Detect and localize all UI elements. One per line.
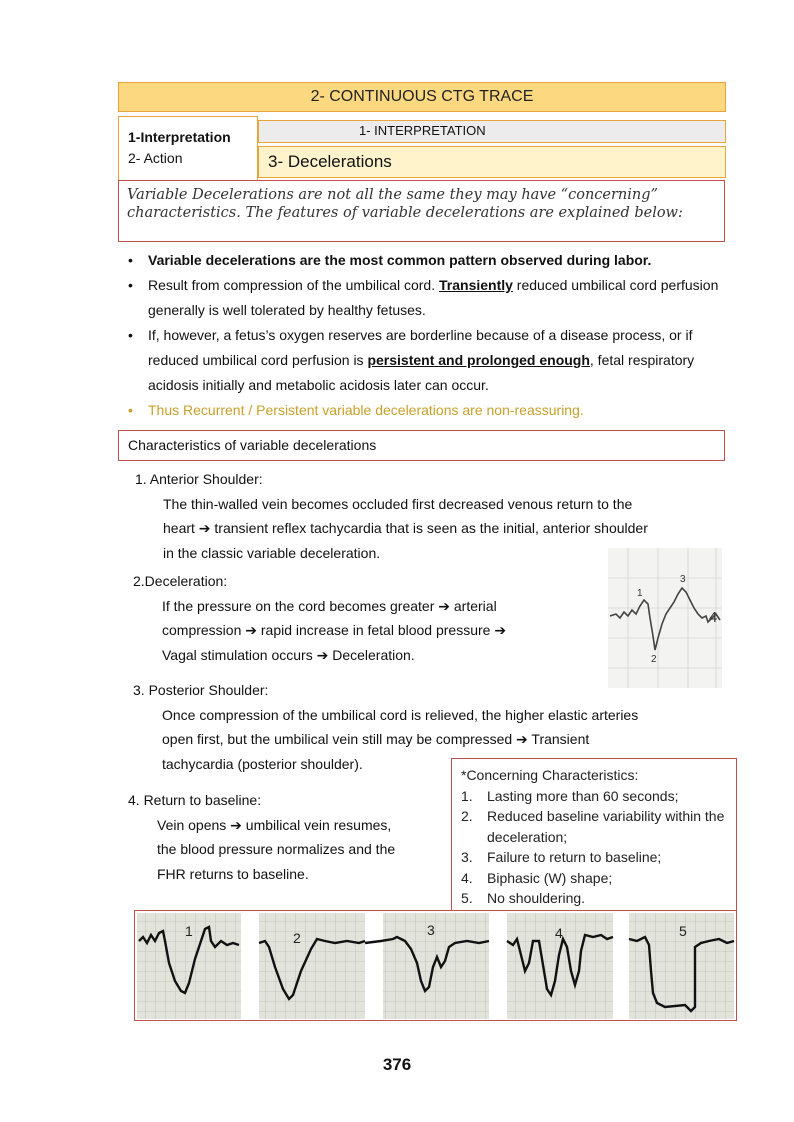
list-item: [461, 806, 728, 847]
return-baseline-line: the blood pressure normalizes and the: [157, 841, 396, 857]
list-item: [126, 273, 726, 323]
bullet-text: If, however, a fetus’s oxygen reserves are borderline because of a disease process, or if reduced umbilical cord perfusion is: [148, 327, 693, 368]
bullet-text: , fetal respiratory acidosis initially and metabolic acidosis later can occur.: [148, 352, 695, 393]
list-item: [126, 248, 726, 273]
subsection-bar: 1- INTERPRETATION: [258, 120, 726, 143]
strip-label: 3: [427, 922, 435, 938]
emphasis-text: persistent and prolonged enough: [367, 352, 590, 368]
posterior-shoulder-line: tachycardia (posterior shoulder).: [162, 756, 363, 772]
anterior-shoulder-line: The thin-walled vein becomes occluded first decreased venous return to the: [163, 496, 633, 512]
return-baseline-title: 4. Return to baseline:: [128, 792, 262, 808]
item-number: 3.: [461, 849, 473, 865]
posterior-shoulder-line: open first, but the umbilical vein still may be compressed ➔ Transient: [162, 731, 590, 747]
bullet-text: Variable decelerations are the most common pattern observed during labor.: [148, 252, 652, 268]
bullet-text: Result from compression of the umbilical cord.: [148, 277, 439, 293]
return-baseline-line: FHR returns to baseline.: [157, 866, 309, 882]
ctg-deceleration-diagram: [608, 548, 722, 688]
strip-label: 5: [679, 923, 687, 939]
nav-item-action[interactable]: 2- Action: [128, 150, 183, 166]
deceleration-line: compression ➔ rapid increase in fetal blood pressure ➔: [162, 622, 507, 638]
item-text: Biphasic (W) shape;: [487, 869, 613, 886]
key-points-list: [126, 248, 726, 423]
diagram-label: 1: [637, 588, 643, 599]
characteristics-heading: Characteristics of variable decelerations: [118, 430, 725, 461]
posterior-shoulder-title: 3. Posterior Shoulder:: [133, 682, 269, 698]
ctg-examples-strip: [134, 910, 737, 1021]
ctg-strip-graphic: [135, 911, 736, 1020]
list-item: [461, 786, 728, 807]
nav-item-interpretation[interactable]: 1-Interpretation: [128, 129, 231, 145]
list-item: [461, 868, 728, 889]
concerning-title: *Concerning Characteristics:: [461, 767, 639, 783]
page-number: 376: [382, 1055, 412, 1074]
bullet-text: Thus Recurrent / Persistent variable decelerations are non-reassuring.: [148, 402, 584, 418]
deceleration-title: 2.Deceleration:: [133, 573, 228, 589]
chapter-banner: 2- CONTINUOUS CTG TRACE: [118, 82, 726, 112]
list-item: [461, 847, 728, 868]
bullet-text: reduced umbilical cord perfusion generally is well tolerated by healthy fetuses.: [148, 277, 719, 318]
item-number: 2.: [461, 808, 473, 824]
strip-label: 4: [555, 925, 563, 941]
section-title: 3- Decelerations: [258, 146, 726, 178]
diagram-label: 4: [709, 609, 718, 626]
item-number: 1.: [461, 787, 473, 804]
anterior-shoulder-title: 1. Anterior Shoulder:: [135, 471, 263, 487]
deceleration-line: Vagal stimulation occurs ➔ Deceleration.: [162, 647, 415, 663]
item-text: Reduced baseline variability within the deceleration;: [487, 808, 725, 845]
diagram-label: 3: [680, 574, 686, 585]
item-text: Lasting more than 60 seconds;: [487, 787, 679, 804]
strip-panel: [383, 913, 489, 1019]
anterior-shoulder-line: in the classic variable deceleration.: [163, 545, 381, 561]
strip-label: 2: [293, 930, 301, 946]
emphasis-text: Transiently: [439, 277, 513, 293]
concerning-characteristics-box: [451, 758, 737, 911]
strip-label: 1: [185, 923, 193, 939]
item-text: No shouldering.: [487, 890, 586, 906]
diagram-label: 2: [651, 654, 657, 665]
posterior-shoulder-line: Once compression of the umbilical cord is relieved, the higher elastic arteries: [162, 707, 639, 723]
concerning-list: [461, 786, 728, 909]
nav-box: [118, 116, 258, 181]
intro-box: Variable Decelerations are not all the same they may have “concerning” characteristics. The features of variable decelerations are explained below:: [118, 180, 725, 242]
list-item: [126, 398, 726, 423]
deceleration-line: If the pressure on the cord becomes greater ➔ arterial: [162, 598, 497, 614]
item-text: Failure to return to baseline;: [487, 849, 662, 865]
anterior-shoulder-line: heart ➔ transient reflex tachycardia that is seen as the initial, anterior shoulder: [163, 520, 648, 536]
item-number: 4.: [461, 869, 473, 886]
return-baseline-line: Vein opens ➔ umbilical vein resumes,: [157, 817, 392, 833]
list-item: [126, 323, 726, 398]
item-number: 5.: [461, 890, 473, 906]
list-item: [461, 888, 728, 909]
